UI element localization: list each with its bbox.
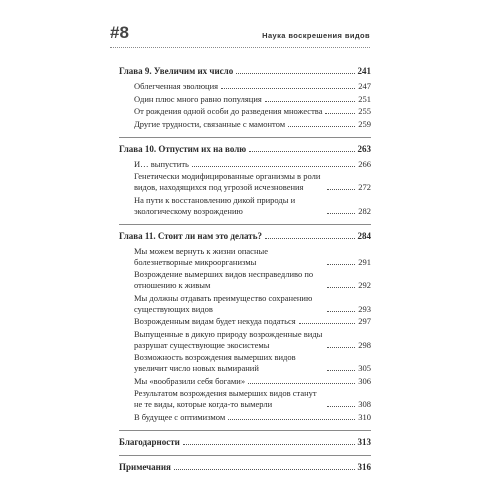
dot-leader bbox=[228, 419, 355, 420]
entry-title: Другие трудности, связанные с мамонтом bbox=[134, 118, 286, 129]
entry-title: Возможность возрождения вымерших видов увеличит число новых вымираний bbox=[134, 352, 296, 373]
entry-title: Облегченная эволюция bbox=[134, 81, 219, 91]
toc-entry[interactable] bbox=[134, 195, 371, 217]
dot-leader bbox=[327, 287, 355, 288]
toc-entry[interactable] bbox=[134, 119, 371, 130]
entry-page: 293 bbox=[358, 303, 371, 314]
toc-chapter[interactable] bbox=[119, 144, 371, 155]
back-matter-title: Примечания bbox=[119, 461, 171, 472]
entry-title: Генетически модифицированные организмы в роли видов, находящихся под угрозой исчезновения bbox=[134, 171, 321, 192]
toc-entry[interactable] bbox=[134, 269, 371, 291]
toc-entry[interactable] bbox=[134, 106, 371, 117]
entry-page: 259 bbox=[358, 118, 371, 129]
entry-title: Выпущенные в дикую природу возрожденные виды разрушат существующие экосистемы bbox=[134, 328, 323, 350]
entry-title: Мы можем вернуть к жизни опасные болезнетворные микроорганизмы bbox=[134, 245, 268, 267]
back-matter-page: 316 bbox=[357, 461, 371, 472]
entry-title: Мы «вообразили себя богами» bbox=[134, 375, 246, 386]
dot-leader bbox=[183, 444, 355, 445]
dot-leader bbox=[327, 311, 355, 312]
back-matter-title: Благодарности bbox=[119, 436, 180, 447]
entry-title: Результатом возрождения вымерших видов станут не те виды, которые когда-то вымерли bbox=[134, 388, 317, 409]
toc-entry[interactable] bbox=[134, 159, 371, 170]
section-divider bbox=[119, 455, 371, 456]
entry-title: Возрожденным видам будет некуда податься bbox=[134, 316, 296, 326]
table-of-contents bbox=[119, 66, 371, 473]
section-divider bbox=[119, 430, 371, 431]
dot-leader bbox=[174, 469, 355, 470]
toc-entry[interactable] bbox=[134, 81, 371, 92]
toc-entry[interactable] bbox=[134, 293, 371, 315]
chapter-page: 241 bbox=[357, 66, 371, 76]
dot-leader bbox=[327, 347, 355, 348]
toc-entry[interactable] bbox=[134, 171, 371, 193]
running-title: Наука воскрешения видов bbox=[262, 31, 370, 40]
toc-entry[interactable] bbox=[134, 94, 371, 105]
entry-title: От рождения одной особи до разведения множества bbox=[134, 106, 323, 116]
dot-leader bbox=[236, 73, 354, 74]
entry-page: 291 bbox=[358, 256, 371, 267]
entry-page: 305 bbox=[358, 363, 371, 373]
toc-entry[interactable] bbox=[134, 412, 371, 423]
header-rule bbox=[110, 47, 370, 48]
toc-entry[interactable] bbox=[134, 388, 371, 410]
dot-leader bbox=[249, 151, 354, 152]
dot-leader bbox=[221, 88, 355, 89]
entry-page: 255 bbox=[358, 106, 371, 116]
dot-leader bbox=[327, 370, 355, 371]
toc-entry[interactable] bbox=[134, 329, 371, 351]
chapter-title: Глава 10. Отпустим их на волю bbox=[119, 143, 247, 154]
entry-title: На пути к восстановлению дикой природы и экологическому возрождению bbox=[134, 194, 296, 216]
toc-entry[interactable] bbox=[134, 316, 371, 327]
entry-page: 266 bbox=[358, 158, 371, 169]
dot-leader bbox=[327, 189, 355, 190]
chapter-title: Глава 9. Увеличим их число bbox=[119, 66, 234, 76]
toc-entry[interactable] bbox=[134, 352, 371, 374]
entry-page: 251 bbox=[358, 93, 371, 104]
entry-page: 298 bbox=[358, 339, 371, 350]
entry-title: Один плюс много равно популяция bbox=[134, 93, 262, 104]
toc-chapter[interactable] bbox=[119, 231, 371, 242]
back-matter-page: 313 bbox=[357, 436, 371, 447]
dot-leader bbox=[288, 126, 355, 127]
entry-title: В будущее с оптимизмом bbox=[134, 411, 226, 422]
toc-entry[interactable] bbox=[134, 376, 371, 387]
toc-back-matter[interactable] bbox=[119, 437, 371, 448]
section-divider bbox=[119, 224, 371, 225]
entry-page: 297 bbox=[358, 316, 371, 326]
chapter-title: Глава 11. Стоит ли нам это делать? bbox=[119, 230, 262, 241]
chapter-page: 284 bbox=[357, 230, 371, 241]
dot-leader bbox=[192, 166, 355, 167]
page-number: #8 bbox=[110, 23, 129, 42]
entry-page: 310 bbox=[358, 411, 371, 422]
dot-leader bbox=[327, 213, 355, 214]
entry-title: Возрождение вымерших видов несправедливо по отношению к живым bbox=[134, 269, 314, 290]
toc-entry[interactable] bbox=[134, 246, 371, 268]
dot-leader bbox=[325, 113, 355, 114]
entry-page: 272 bbox=[358, 182, 371, 192]
entry-title: И… выпустить bbox=[134, 158, 189, 169]
dot-leader bbox=[327, 406, 355, 407]
toc-back-matter[interactable] bbox=[119, 462, 371, 473]
entry-page: 292 bbox=[358, 280, 371, 290]
toc-chapter[interactable] bbox=[119, 66, 371, 77]
dot-leader bbox=[327, 264, 355, 265]
dot-leader bbox=[248, 383, 355, 384]
entry-page: 247 bbox=[358, 81, 371, 91]
entry-title: Мы должны отдавать преимущество сохранению существующих видов bbox=[134, 292, 313, 314]
dot-leader bbox=[299, 323, 356, 324]
entry-page: 282 bbox=[358, 205, 371, 216]
chapter-page: 263 bbox=[357, 143, 371, 154]
entry-page: 306 bbox=[358, 375, 371, 386]
entry-page: 308 bbox=[358, 399, 371, 409]
dot-leader bbox=[265, 238, 355, 239]
dot-leader bbox=[265, 101, 355, 102]
section-divider bbox=[119, 137, 371, 138]
